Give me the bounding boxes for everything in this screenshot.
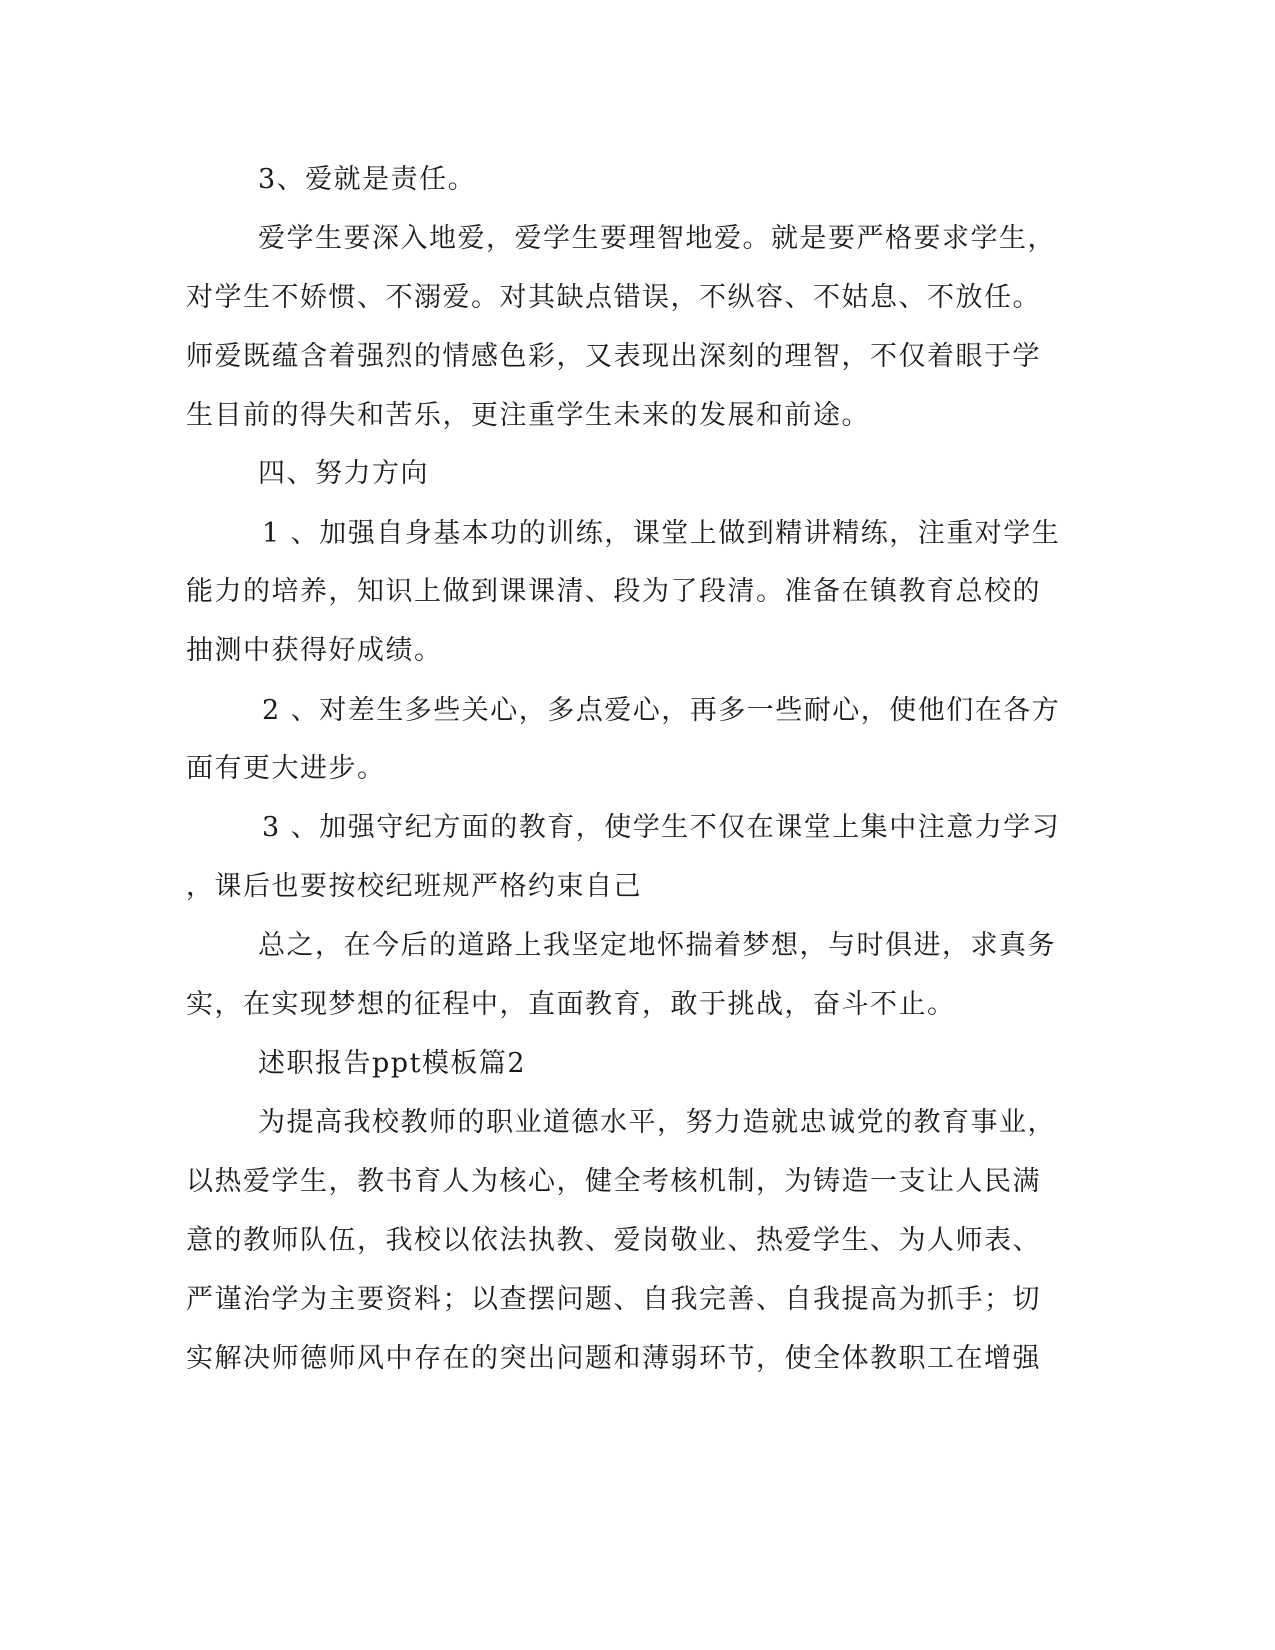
section-heading-love-responsibility: 3、爱就是责任。 <box>258 164 477 195</box>
paragraph-line: 抽测中获得好成绩。 <box>186 635 443 666</box>
paragraph-line: 对学生不娇惯、不溺爱。对其缺点错误，不纵容、不姑息、不放任。 <box>186 282 1041 313</box>
paragraph-line: 师爱既蕴含着强烈的情感色彩，又表现出深刻的理智，不仅着眼于学 <box>186 341 1041 372</box>
paragraph-line: ，课后也要按校纪班规严格约束自己 <box>186 871 642 902</box>
paragraph-line: 严谨治学为主要资料；以查摆问题、自我完善、自我提高为抓手；切 <box>186 1284 1041 1315</box>
paragraph-line: 实解决师德师风中存在的突出问题和薄弱环节，使全体教职工在增强 <box>186 1343 1041 1374</box>
list-item-line: 3 、加强守纪方面的教育，使学生不仅在课堂上集中注意力学习 <box>262 812 1061 843</box>
section-heading-report-part2: 述职报告ppt模板篇2 <box>258 1048 527 1079</box>
paragraph-line: 以热爱学生，教书育人为核心，健全考核机制，为铸造一支让人民满 <box>186 1166 1041 1197</box>
paragraph-line: 意的教师队伍，我校以依法执教、爱岗敬业、热爱学生、为人师表、 <box>186 1225 1041 1256</box>
paragraph-line: 实，在实现梦想的征程中，直面教育，敢于挑战，奋斗不止。 <box>186 989 956 1020</box>
paragraph-line: 能力的培养，知识上做到课课清、段为了段清。准备在镇教育总校的 <box>186 576 1041 607</box>
list-item-line: 2 、对差生多些关心，多点爱心，再多一些耐心，使他们在各方 <box>262 695 1061 726</box>
list-item-line: 1 、加强自身基本功的训练，课堂上做到精讲精练，注重对学生 <box>262 518 1061 549</box>
paragraph-line: 总之，在今后的道路上我坚定地怀揣着梦想，与时俱进，求真务 <box>258 930 1056 961</box>
section-heading-direction: 四、努力方向 <box>258 458 429 489</box>
paragraph-line: 生目前的得失和苦乐，更注重学生未来的发展和前途。 <box>186 400 870 431</box>
paragraph-line: 面有更大进步。 <box>186 753 386 784</box>
paragraph-line: 为提高我校教师的职业道德水平，努力造就忠诚党的教育事业， <box>258 1107 1056 1138</box>
paragraph-line: 爱学生要深入地爱，爱学生要理智地爱。就是要严格要求学生， <box>258 223 1056 254</box>
